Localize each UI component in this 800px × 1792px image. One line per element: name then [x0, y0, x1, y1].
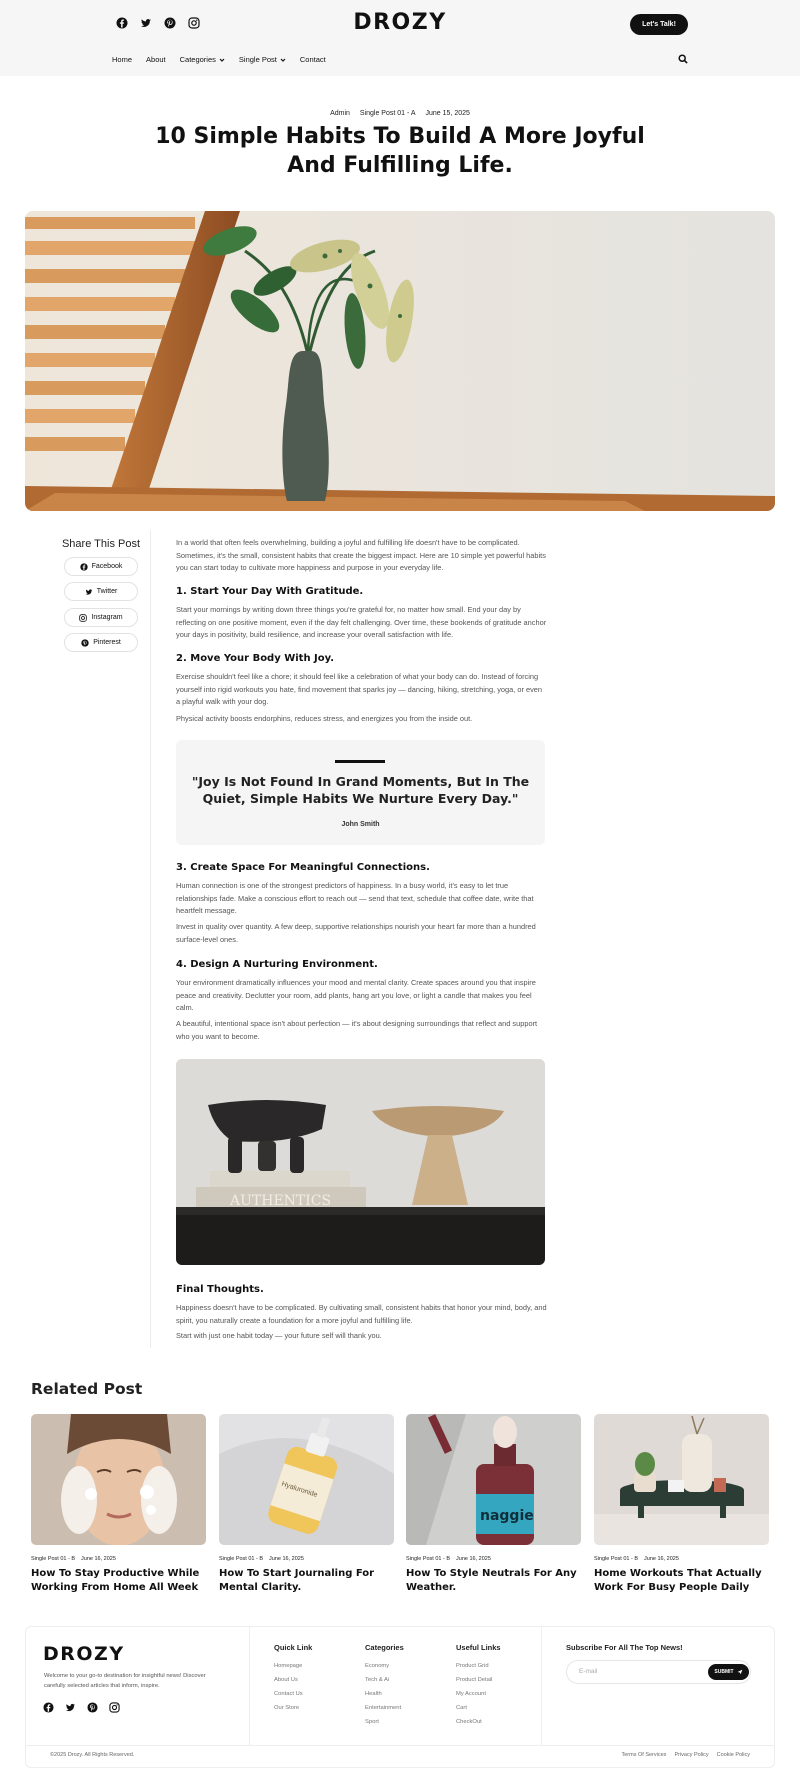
footer-link[interactable]: Health — [365, 1691, 382, 1697]
paragraph-start-habit: Start with just one habit today — your future self will thank you. — [176, 1331, 382, 1340]
site-footer — [25, 1626, 775, 1768]
tray-plant-image — [594, 1414, 769, 1545]
footer-divider — [249, 1627, 250, 1745]
share-label: Facebook — [91, 563, 123, 570]
footer-link[interactable]: Homepage — [274, 1663, 303, 1669]
quote-text: "Joy Is Not Found In Grand Moments, But In The Quiet, Simple Habits We Nurture Every Day." — [191, 774, 530, 806]
related-category[interactable]: Single Post 01 - B — [594, 1556, 639, 1562]
heading-environment: 4. Design A Nurturing Environment. — [176, 959, 378, 970]
chevron-down-icon — [219, 57, 225, 63]
footer-link[interactable]: Economy — [365, 1663, 390, 1669]
footer-link[interactable]: Tech & Ai — [365, 1677, 390, 1683]
footer-link[interactable]: Our Store — [274, 1705, 300, 1711]
nav-label: Contact — [299, 55, 326, 64]
related-post-card[interactable] — [594, 1414, 769, 1594]
heading-connections: 3. Create Space For Meaningful Connections. — [176, 862, 430, 873]
footer-link[interactable]: Sport — [365, 1719, 379, 1725]
quote-bar — [335, 760, 385, 763]
site-logo[interactable]: DROZY — [353, 10, 447, 35]
paragraph-move-body: Exercise shouldn't feel like a chore; it should feel like a celebration of what your body can do. Instead of forcing yourself into rigid workouts you hate, find movement that sparks joy — dancing, hiking, stretching, yoga, or even a playful walk with your dog. — [176, 672, 543, 706]
nav-label: Categories — [179, 55, 216, 64]
nav-label: Single Post — [238, 55, 277, 64]
instagram-icon — [79, 614, 87, 622]
footer-link[interactable]: Product Detail — [456, 1677, 493, 1683]
face-wash-image — [31, 1414, 206, 1545]
pull-quote — [176, 740, 545, 845]
bottle-label: Hyaluronide — [280, 1480, 319, 1499]
email-placeholder: E-mail — [579, 1668, 598, 1675]
twitter-icon[interactable] — [65, 1702, 76, 1713]
bowls-illustration — [176, 1059, 545, 1265]
post-title: 10 Simple Habits To Build A More Joyful And Fulfilling Life. — [155, 124, 645, 178]
post-date: June 15, 2025 — [425, 110, 470, 117]
hero-image — [25, 211, 775, 511]
related-date: June 16, 2025 — [81, 1556, 116, 1562]
footer-categories — [365, 1643, 404, 1729]
heading-gratitude: 1. Start Your Day With Gratitude. — [176, 586, 364, 597]
footer-logo[interactable]: DROZY — [43, 1643, 125, 1665]
nav-label: Home — [112, 55, 133, 64]
book-title: AUTHENTICS — [230, 1193, 332, 1209]
share-label: Instagram — [91, 614, 123, 621]
paragraph-intentional-space: A beautiful, intentional space isn't about perfection — it's about designing surroundings that reflect and support who you want to become. — [176, 1019, 538, 1041]
plant-vase-illustration — [25, 211, 775, 511]
paragraph-environment: Your environment dramatically influences your mood and mental clarity. Create spaces around you that inspire peace and creativity. Declutter your room, add plants, hang art you love, or light a candle that makes you feel calm. — [176, 978, 536, 1012]
privacy-link[interactable]: Privacy Policy — [674, 1752, 709, 1758]
legal-links — [622, 1752, 751, 1758]
dropper-label: naggie — [480, 1508, 534, 1524]
heading-move-body: 2. Move Your Body With Joy. — [176, 653, 335, 664]
footer-link[interactable]: Product Grid — [456, 1663, 489, 1669]
share-pinterest-button[interactable] — [64, 633, 138, 652]
related-thumbnail[interactable] — [31, 1414, 206, 1545]
related-date: June 16, 2025 — [456, 1556, 491, 1562]
chevron-down-icon — [280, 57, 286, 63]
post-category[interactable]: Single Post 01 - A — [359, 110, 416, 117]
email-field[interactable] — [566, 1660, 751, 1684]
footer-link[interactable]: About Us — [274, 1677, 298, 1683]
footer-col-title: Useful Links — [456, 1643, 501, 1652]
share-label: Twitter — [96, 588, 118, 595]
share-title: Share This Post — [61, 538, 141, 550]
share-instagram-button[interactable] — [64, 608, 138, 627]
submit-label: SUBMIT — [714, 1669, 734, 1675]
related-meta — [594, 1556, 769, 1562]
footer-useful-links — [456, 1643, 501, 1729]
pinterest-icon — [81, 639, 89, 647]
related-date: June 16, 2025 — [644, 1556, 679, 1562]
related-category[interactable]: Single Post 01 - B — [219, 1556, 264, 1562]
related-post-card[interactable] — [406, 1414, 581, 1594]
share-facebook-button[interactable] — [64, 557, 138, 576]
share-label: Pinterest — [93, 639, 121, 646]
decor-bowls-image — [176, 1059, 545, 1265]
footer-link[interactable]: Cart — [456, 1705, 467, 1711]
paragraph-quality: Invest in quality over quantity. A few deep, supportive relationships nourish your heart far more than a hundred surface-level ones. — [176, 922, 536, 944]
footer-link[interactable]: Entertainment — [365, 1705, 402, 1711]
footer-social-links — [43, 1702, 120, 1713]
related-title-link[interactable]: How To Style Neutrals For Any Weather. — [406, 1568, 577, 1593]
footer-col-title: Categories — [365, 1643, 404, 1652]
footer-link[interactable]: CheckOut — [456, 1719, 482, 1725]
related-thumbnail[interactable] — [406, 1414, 581, 1545]
instagram-icon[interactable] — [109, 1702, 120, 1713]
submit-button[interactable] — [708, 1664, 749, 1680]
related-meta — [31, 1556, 206, 1562]
pinterest-icon[interactable] — [87, 1702, 98, 1713]
site-header — [0, 0, 800, 76]
share-twitter-button[interactable] — [64, 582, 138, 601]
quote-author: John Smith — [341, 821, 380, 828]
post-author[interactable]: Admin — [330, 110, 350, 117]
related-post-card[interactable] — [219, 1414, 394, 1594]
search-icon[interactable] — [678, 54, 688, 64]
facebook-icon[interactable] — [43, 1702, 54, 1713]
facebook-icon — [80, 563, 88, 571]
related-date: June 16, 2025 — [269, 1556, 304, 1562]
related-title-link[interactable]: Home Workouts That Actually Work For Busy People Daily — [594, 1568, 762, 1593]
paragraph-connections: Human connection is one of the strongest predictors of happiness. In a busy world, it's easy to let true relationships fade. Make a conscious effort to reach out — send that text, schedule that coffee date, write that heartfelt message. — [176, 881, 534, 915]
related-meta — [406, 1556, 581, 1562]
serum-bottle-image — [219, 1414, 394, 1545]
related-title-link[interactable]: How To Stay Productive While Working From Home All Week — [31, 1568, 200, 1593]
related-category[interactable]: Single Post 01 - B — [406, 1556, 451, 1562]
cookie-link[interactable]: Cookie Policy — [716, 1752, 750, 1758]
footer-col-title: Quick Link — [274, 1643, 313, 1652]
nav-item-about[interactable] — [146, 55, 166, 64]
related-thumbnail[interactable] — [219, 1414, 394, 1545]
paragraph-gratitude: Start your mornings by writing down three things you're grateful for, no matter how small. End your day by reflecting on one positive moment, even if the day felt challenging. Over time, these bookends of gratitude anchor your days in positivity, build resilience, and increase your overall satisfaction with life. — [176, 605, 547, 639]
article-intro: In a world that often feels overwhelming, building a joyful and fulfilling life doesn't have to be complicated. Sometimes, it's the small, consistent habits that create the biggest impact. Here are 10 simple yet powerful habits you can start today to cultivate more happiness and purpose in your everyday life. — [176, 538, 546, 572]
paragraph-endorphins: Physical activity boosts endorphins, reduces stress, and energizes you from the inside out. — [176, 714, 473, 723]
related-category[interactable]: Single Post 01 - B — [31, 1556, 76, 1562]
footer-quick-link — [274, 1643, 312, 1715]
related-meta — [219, 1556, 394, 1562]
footer-divider — [541, 1627, 542, 1745]
nav-item-single-post[interactable] — [239, 55, 286, 64]
footer-link[interactable]: Contact Us — [274, 1691, 303, 1697]
footer-description: Welcome to your go-to destination for insightful news! Discover carefully selected articles that inform, inspire. — [44, 1673, 206, 1689]
related-title-link[interactable]: How To Start Journaling For Mental Clarity. — [219, 1568, 375, 1593]
nav-item-contact[interactable] — [300, 55, 326, 64]
dropper-bottle-image — [406, 1414, 581, 1545]
copyright: ©2025 Drozy. All Rights Reserved. — [50, 1752, 135, 1758]
nav-item-home[interactable] — [112, 55, 132, 64]
post-meta — [0, 110, 800, 117]
main-nav — [112, 55, 326, 64]
paragraph-final: Happiness doesn't have to be complicated. By cultivating small, consistent habits that honor your mind, body, and spirit, you naturally create a foundation for a more joyful and fulfilling life. — [176, 1303, 547, 1325]
footer-link[interactable]: My Account — [456, 1691, 486, 1697]
related-title: Related Post — [31, 1380, 143, 1398]
sidebar-divider — [150, 530, 151, 1348]
terms-link[interactable]: Terms Of Services — [621, 1752, 667, 1758]
heading-final-thoughts: Final Thoughts. — [176, 1284, 264, 1295]
nav-label: About — [146, 55, 166, 64]
twitter-icon — [85, 588, 93, 596]
related-thumbnail[interactable] — [594, 1414, 769, 1545]
footer-divider — [26, 1745, 774, 1746]
related-post-card[interactable] — [31, 1414, 206, 1594]
send-icon — [737, 1669, 743, 1675]
nav-item-categories[interactable] — [180, 55, 225, 64]
lets-talk-button[interactable]: Let's Talk! — [630, 14, 688, 35]
subscribe-title: Subscribe For All The Top News! — [566, 1643, 683, 1652]
